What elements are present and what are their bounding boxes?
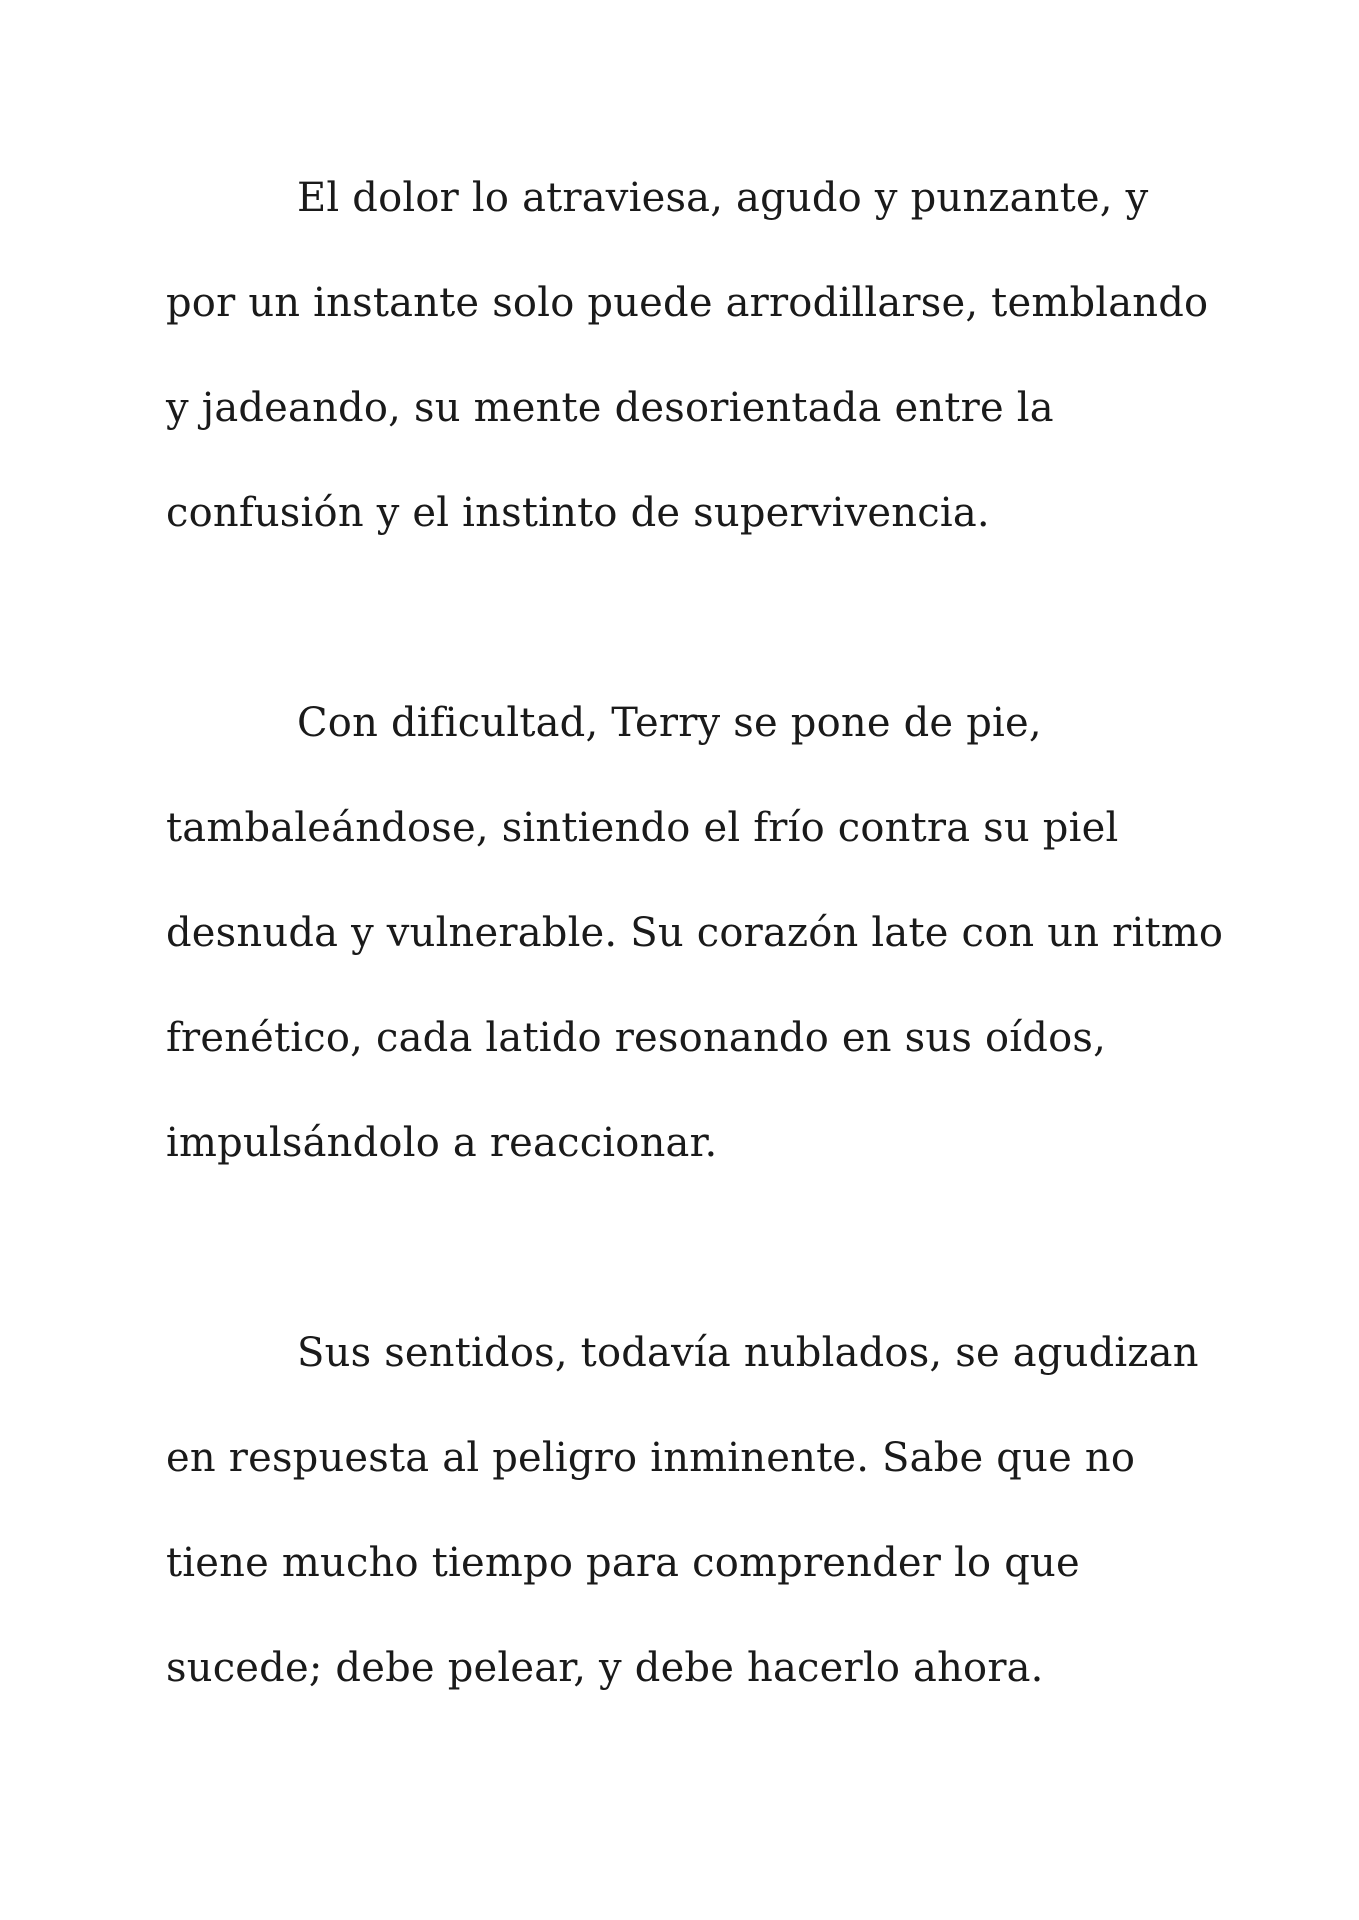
text-line: impulsándolo a reaccionar. [166, 1120, 718, 1166]
text-line: y jadeando, su mente desorientada entre la [166, 385, 1054, 431]
text-line: sucede; debe pelear, y debe hacerlo ahora. [166, 1645, 1044, 1691]
text-line: Con dificultad, Terry se pone de pie, [297, 700, 1042, 746]
text-line: El dolor lo atraviesa, agudo y punzante, y [297, 175, 1149, 221]
text-line: confusión y el instinto de supervivencia. [166, 490, 990, 536]
text-line: tambaleándose, sintiendo el frío contra su piel [166, 805, 1119, 851]
text-line: por un instante solo puede arrodillarse, temblando [166, 280, 1209, 326]
text-line: frenético, cada latido resonando en sus oídos, [166, 1015, 1107, 1061]
text-line: tiene mucho tiempo para comprender lo que [166, 1540, 1080, 1586]
text-line: en respuesta al peligro inminente. Sabe que no [166, 1435, 1136, 1481]
text-line: desnuda y vulnerable. Su corazón late con un ritmo [166, 910, 1224, 956]
text-line: Sus sentidos, todavía nublados, se agudizan [297, 1330, 1199, 1376]
